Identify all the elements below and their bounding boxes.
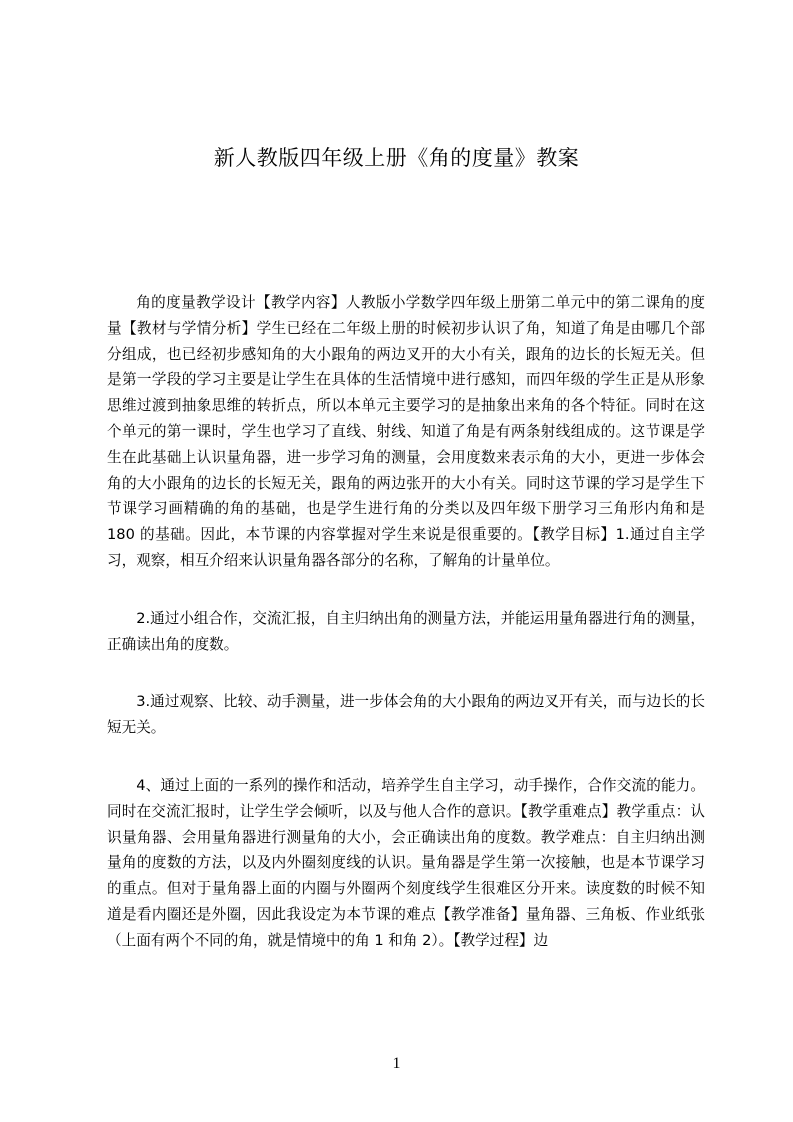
paragraph-4: 4、通过上面的一系列的操作和活动，培养学生自主学习，动手操作，合作交流的能力。同时在交流汇报时，让学生学会倾听，以及与他人合作的意识。【教学重难点】教学重点：认识量角器、会用量角器进行测量角的大小，会正确读出角的度数。教学难点：自主归纳出测量角的度数的方法，以及内外圈刻度线的认识。量角器是学生第一次接触，也是本节课学习的重点。但对于量角器上面的内圈与外圈两个刻度线学生很难区分开来。读度数的时候不知道是看内圈还是外圈，因此我设定为本节课的难点【教学准备】量角器、三角板、作业纸张（上面有两个不同的角，就是情境中的角 1 和角 2）。【教学过程】边 bbox=[107, 776, 705, 949]
document-body bbox=[107, 290, 705, 986]
page-title: 新人教版四年级上册《角的度量》教案 bbox=[213, 146, 580, 170]
page-number: 1 bbox=[392, 1055, 401, 1072]
paragraph-3: 3.通过观察、比较、动手测量，进一步体会角的大小跟角的两边叉开有关，而与边长的长短无关。 bbox=[107, 693, 705, 737]
paragraph-2: 2.通过小组合作，交流汇报，自主归纳出角的测量方法，并能运用量角器进行角的测量，正确读出角的度数。 bbox=[107, 609, 705, 653]
paragraph-1: 角的度量教学设计【教学内容】人教版小学数学四年级上册第二单元中的第二课角的度量【教材与学情分析】学生已经在二年级上册的时候初步认识了角，知道了角是由哪几个部分组成，也已经初步感知角的大小跟角的两边叉开的大小有关，跟角的边长的长短无关。但是第一学段的学习主要是让学生在具体的生活情境中进行感知，而四年级的学生正是从形象思维过渡到抽象思维的转折点，所以本单元主要学习的是抽象出来角的各个特征。同时在这个单元的第一课时，学生也学习了直线、射线、知道了角是有两条射线组成的。这节课是学生在此基础上认识量角器，进一步学习角的测量，会用度数来表示角的大小，更进一步体会角的大小跟角的边长的长短无关，跟角的两边张开的大小有关。同时这节课的学习是学生下节课学习画精确的角的基础，也是学生进行角的分类以及四年级下册学习三角形内角和是 180 的基础。因此，本节课的内容掌握对学生来说是很重要的。【教学目标】1.通过自主学习，观察，相互介绍来认识量角器各部分的名称，了解角的计量单位。 bbox=[107, 294, 705, 569]
